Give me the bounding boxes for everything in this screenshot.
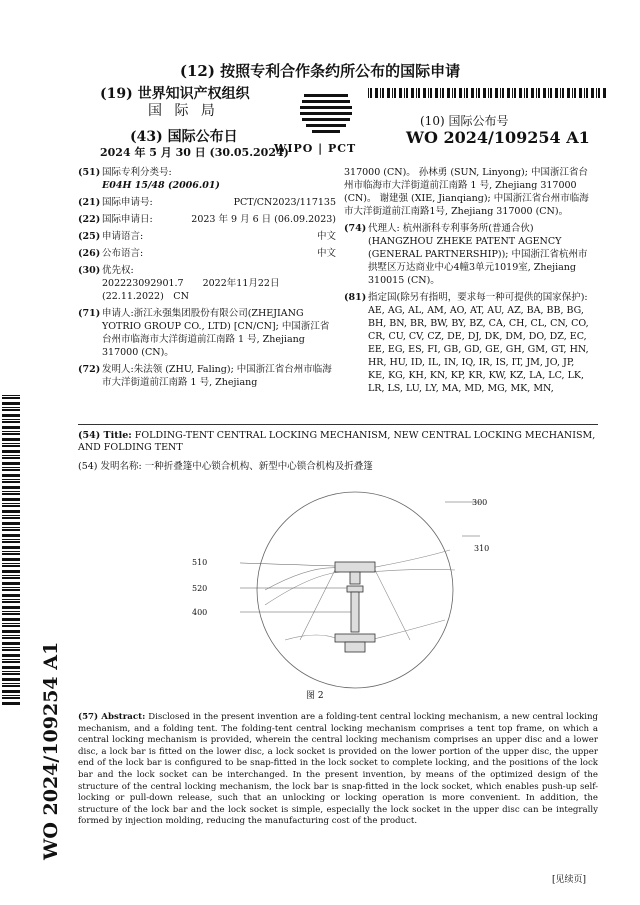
field-81: (81) 指定国(除另有指明，要求每一种可提供的国家保护): AE, AG, AL, AM, AO, AT, AU, AZ, BA, BB, BG, BH, BN, BR, BW, BY, BZ, CA, CH, CL, CN, CO, CR, CU, CV, CZ, DE, DJ, DK, DM, DO, DZ, EC, EE, EG, ES, FI, GB, GD, GE, GH, GM, GT, HN, HR, HU, ID, IL, IN, IQ, IR, IS, IT, JM, JO, JP, KE, KG, KH, KN, KP, KR, KW, KZ, LA, LC, LK, LR, LS, LU, LY, MA, MD, MG, MK, MN, <box>344 292 589 394</box>
field-51: (51) 国际专利分类号: E04H 15/48 (2006.01) <box>78 167 220 191</box>
wipo-pct-text: WIPO | PCT <box>274 142 357 155</box>
field-74: (74) 代理人: 杭州浙科专利事务所(普通合伙) (HANGZHOU ZHEKE PATENT AGENCY (GENERAL PARTNERSHIP)); 中国浙江省杭州市拱墅区万达商业中心4幢3单元1019室, Zhejiang 310015 (CN)。 <box>344 223 588 286</box>
pub-no-label: (10) 国际公布号 <box>420 114 509 128</box>
field-21: (21) 国际申请号: PCT/CN2023/117135 <box>78 197 336 208</box>
ref-label-300: 300 <box>472 498 488 507</box>
inventors-continued: 317000 (CN)。 孙林勇 (SUN, Linyong); 中国浙江省台州市临海市大洋街道前江南路 1 号, Zhejiang 317000 (CN)。 谢建强 (XIE, Jianqiang); 中国浙江省台州市临海市大洋街道前江南路1号, Zhejiang 317000 (CN)。 <box>344 167 589 217</box>
barcode-icon <box>368 88 608 98</box>
title-english: (54) Title: FOLDING-TENT CENTRAL LOCKING MECHANISM, NEW CENTRAL LOCKING MECHANISM, AND FOLDING TENT <box>78 430 596 453</box>
org-name: 世界知识产权组织 <box>137 86 250 102</box>
bibliographic-left-column <box>78 166 336 393</box>
field-22: (22) 国际申请日: 2023 年 9 月 6 日 (06.09.2023) <box>78 214 336 225</box>
document-type: (12) 按照专利合作条约所公布的国际申请 <box>179 62 461 80</box>
field-26: (26) 公布语言: 中文 <box>78 248 336 259</box>
vertical-barcode-icon <box>2 395 20 705</box>
title-chinese: (54) 发明名称: 一种折叠篷中心锁合机构、新型中心锁合机构及折叠篷 <box>78 461 373 472</box>
figure-caption: 图 2 <box>306 691 324 701</box>
continued-note: [见续页] <box>552 875 587 885</box>
bibliographic-right-column <box>344 166 594 399</box>
organization <box>100 86 250 120</box>
ref-label-510: 510 <box>192 558 208 567</box>
pub-date-label: (43) 国际公布日 <box>130 129 238 145</box>
ref-label-400: 400 <box>192 608 208 617</box>
abstract: (57) Abstract: Disclosed in the present invention are a folding-tent central locking mechanism, a new central locking mechanism, and a folding tent. The folding-tent central locking mechanism comprises a tent top frame, on which a central locking mechanism is provided, wherein the central locking mechanism comprises an upper disc and a lower disc, a lock bar is fitted on the lower disc, a lock socket is provided on the lower portion of the upper disc, the upper end of the lock bar is configured to be snap-fitted in the lock socket to complete locking, and the positions of the lock bar and the lock socket can be interchanged. In the present invention, by means of the optimized design of the structure of the central locking mechanism, the lock bar is snap-fitted in the lock socket, which enables push-up self-locking or pull-down release, such that an unlocking or locking operation is more convenient. In addition, the structure of the lock bar and the lock socket is simple, especially the lock socket in the upper disc can be integrally formed by injection molding, reducing the manufacturing cost of the product. <box>78 712 599 827</box>
field-25: (25) 申请语言: 中文 <box>78 231 336 242</box>
pub-no: WO 2024/109254 A1 <box>406 128 590 147</box>
vertical-pub-no: WO 2024/109254 A1 <box>40 641 62 860</box>
divider <box>78 424 598 425</box>
field-72: (72) 发明人:朱法领 (ZHU, Faling); 中国浙江省台州市临海市大洋街道前江南路 1 号, Zhejiang <box>78 364 332 388</box>
pub-date: 2024 年 5 月 30 日 (30.05.2024) <box>100 146 289 159</box>
ref-label-520: 520 <box>192 584 208 593</box>
org-sub: 国 际 局 <box>148 103 219 119</box>
field-30: (30) 优先权: 202223092901.7 2022年11月22日 (22.11.2022) CN <box>78 265 280 302</box>
field-71: (71) 申请人:浙江永强集团股份有限公司(ZHEJIANG YOTRIO GROUP CO., LTD) [CN/CN]; 中国浙江省台州市临海市大洋街道前江南路 1 号, Zhejiang 317000 (CN)。 <box>78 308 330 358</box>
org-code: (19) <box>100 86 133 102</box>
ref-label-310: 310 <box>474 544 490 553</box>
figure-drawing <box>240 490 490 705</box>
